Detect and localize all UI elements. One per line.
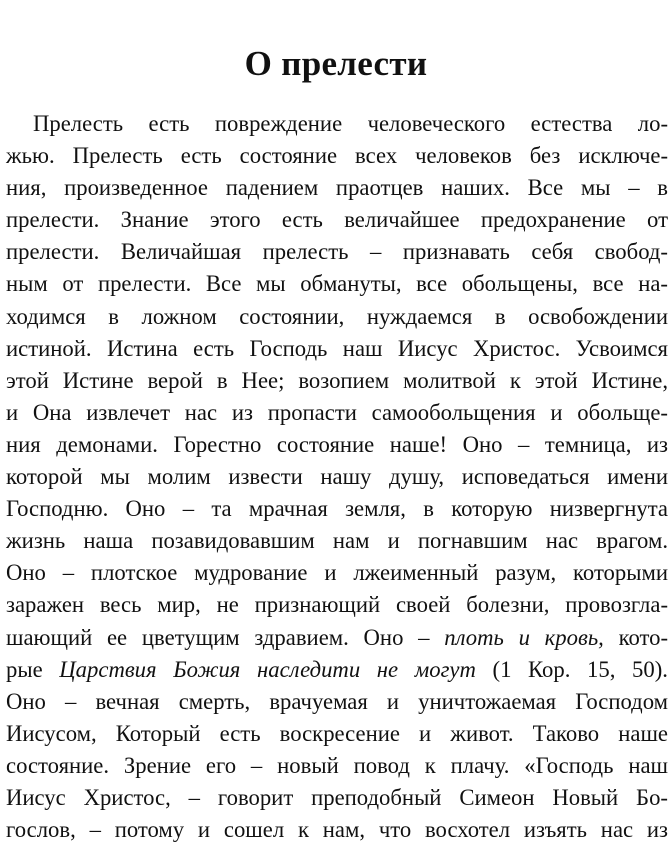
text-segment: Господню. Оно – та мрачная земля, в которую низвергнута — [6, 496, 668, 522]
text-line — [6, 493, 668, 525]
text-segment: гослов, – потому и сошел к нам, что восхотел изъять нас из — [6, 817, 668, 843]
text-line — [6, 397, 668, 429]
text-segment: Оно – плотское мудрование и лжеименный разум, которыми — [6, 560, 668, 586]
text-line — [6, 236, 668, 268]
text-segment: шающий ее цветущим здравием. Оно – — [6, 624, 445, 650]
text-line — [6, 301, 668, 333]
text-segment: Иисус Христос, – говорит преподобный Симеон Новый Бо- — [6, 784, 668, 810]
text-line — [6, 718, 668, 750]
text-line — [6, 654, 668, 686]
text-segment: прелести. Величайшая прелесть – признавать себя свобод- — [6, 239, 668, 265]
text-segment: ным от прелести. Все мы обмануты, все обольщены, все на- — [6, 271, 668, 297]
text-line — [6, 461, 668, 493]
body-text — [6, 108, 668, 846]
text-segment: прелести. Знание этого есть величайшее предохранение от — [6, 207, 668, 233]
text-segment: которой мы молим извести нашу душу, исповедаться имени — [6, 464, 668, 490]
text-segment: Прелесть есть повреждение человеческого естества ло- — [33, 111, 668, 136]
text-line — [6, 782, 668, 814]
text-segment: ходимся в ложном состоянии, нуждаемся в освобождении — [6, 303, 668, 329]
text-line — [6, 333, 668, 365]
text-segment: состояние. Зрение его – новый повод к плачу. «Господь наш — [6, 752, 668, 778]
text-line — [6, 172, 668, 204]
text-segment: жизнь наша позавидовавшим нам и погнавшим нас врагом. — [6, 528, 668, 554]
text-segment: заражен весь мир, не признающий своей болезни, провозгла- — [6, 592, 668, 618]
text-segment: ния демонами. Горестно состояние наше! Оно – темница, из — [6, 431, 668, 457]
text-line — [6, 525, 668, 557]
italic-text-segment: Царствия Божия наследити не могут — [59, 656, 476, 682]
text-segment: (1 Кор. 15, 50). — [475, 656, 668, 682]
italic-text-segment: плоть и кровь, — [444, 624, 604, 650]
text-line — [6, 365, 668, 397]
text-segment: этой Истине верой в Нее; возопием молитвой к этой Истине, — [6, 367, 668, 393]
text-segment: Иисусом, Который есть воскресение и живот. Таково наше — [6, 720, 668, 746]
text-line — [6, 686, 668, 718]
text-segment: рые — [6, 656, 60, 682]
text-line — [6, 204, 668, 236]
text-line — [6, 622, 668, 654]
text-segment: жью. Прелесть есть состояние всех человеков без исключе- — [6, 143, 668, 169]
text-line — [6, 814, 668, 846]
text-line — [6, 589, 668, 621]
text-segment: Оно – вечная смерть, врачуемая и уничтожаемая Господом — [6, 688, 668, 714]
page-title: О прелести — [244, 44, 428, 83]
text-line — [6, 108, 668, 140]
text-line — [6, 557, 668, 589]
text-segment: и Она извлечет нас из пропасти самообольщения и обольще- — [6, 399, 668, 425]
text-line — [6, 140, 668, 172]
text-segment: ния, произведенное падением праотцев наших. Все мы – в — [6, 175, 668, 201]
text-line — [6, 429, 668, 461]
text-line — [6, 750, 668, 782]
text-segment: истиной. Истина есть Господь наш Иисус Христос. Усвоимся — [6, 335, 668, 361]
text-segment: кото- — [603, 624, 669, 650]
text-line — [6, 268, 668, 300]
